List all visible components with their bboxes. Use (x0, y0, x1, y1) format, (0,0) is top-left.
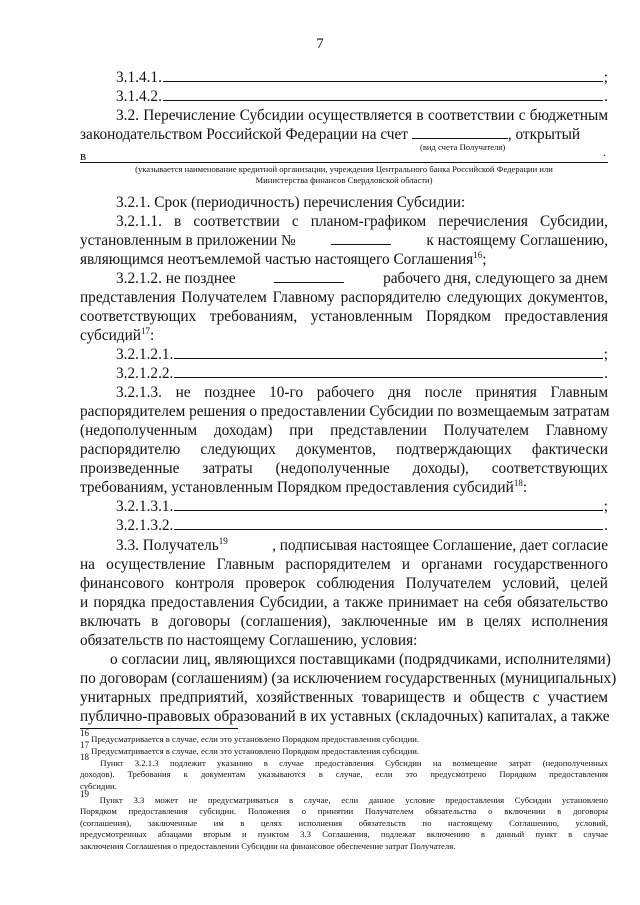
clause-3-2-1-1-line3 (80, 250, 608, 269)
footnote-text: предусмотренных абзацами вторым и пунктом 3.3 Соглашения, подлежат включению в данный пункт в случае (80, 829, 608, 840)
blank-line (174, 498, 602, 511)
footnote-text: Пункт 3.2.1.3 подлежит указанию в случае предоставления Субсидии на возмещение затрат (недополученных (100, 758, 609, 768)
clause-3-2-1-2-line3 (80, 307, 608, 326)
clause-3-2-1-2-line2 (80, 288, 608, 307)
clause-3-2-1-3-1 (116, 497, 608, 516)
paragraph-text: в (80, 148, 87, 163)
clause-end: . (604, 88, 608, 105)
clause-3-2-1-3-line3 (80, 421, 608, 440)
footnote-19 (80, 789, 609, 852)
paragraph-line: 3.2. Перечисление Субсидии осуществляется в соответствии с бюджетным (116, 107, 608, 124)
clause-label: 3.1.4.1. (116, 69, 162, 86)
note-bank-line1: (указывается наименование кредитной организации, учреждения Центрального банка Российской Федерации или (135, 164, 553, 174)
paragraph-text: субсидий (80, 327, 141, 344)
clause-label: 3.2.1.3.2. (116, 517, 174, 534)
blank-line (174, 517, 603, 530)
clause-3-2-1-1-line2 (80, 231, 608, 250)
clause-end: : (522, 479, 528, 496)
day-blank (274, 269, 344, 283)
clause-3-2-1-2-1 (116, 345, 608, 364)
clause-3-3-line5 (80, 612, 608, 631)
footnote-number: 16 (80, 728, 89, 738)
annex-number-blank (331, 231, 391, 245)
paragraph-line: 3.2.1.3. не позднее 10-го рабочего дня после принятия Главным (116, 384, 608, 401)
page-number: 7 (316, 36, 324, 52)
footnote-18 (80, 752, 609, 792)
clause-3-2-1-2-line4 (80, 326, 608, 345)
footnote-separator (80, 728, 238, 729)
paragraph-text: 3.3. Получатель (116, 537, 219, 554)
note-bank-line2: Министерства финансов Свердловской области) (255, 175, 433, 185)
blank-line (163, 88, 603, 101)
clause-3-2-1: 3.2.1. Срок (периодичность) перечисления Субсидии: (116, 194, 466, 211)
footnote-text: (соглашения), заключенные им в целях исполнения обязательств по настоящему Соглашению, условий, (80, 817, 608, 828)
paragraph-line: 3.2.1.1. в соответствии с планом-графиком перечисления Субсидии, (116, 213, 608, 230)
clause-3-3-line6 (80, 631, 608, 650)
footnote-text: заключения Соглашения о предоставлении Субсидии на финансовое обеспечение затрат Получателя. (80, 840, 456, 851)
paragraph-text: требованиям, установленным Порядком предоставления субсидий (80, 479, 514, 496)
paragraph-line: о согласии лиц, являющихся поставщиками (подрядчиками, исполнителями) (110, 651, 611, 668)
consent-line2 (80, 669, 617, 688)
blank-line (80, 162, 608, 163)
paragraph-text: , открытый (507, 126, 581, 143)
paragraph-text: установленным в приложении № (80, 232, 296, 249)
paragraph-line: соответствующих требованиям, установленным Порядком предоставления (80, 308, 608, 325)
paragraph-line: (недополученным доходам) при представлении Получателем Главному (80, 422, 608, 439)
clause-3-2 (116, 106, 608, 125)
clause-3-2-1-3-line2 (80, 402, 608, 421)
clause-3-1-4-1 (116, 68, 608, 87)
clause-label: 3.2.1.3.1. (116, 498, 174, 515)
paragraph-line: произведенные затраты (недополученные доходы), соответствующих (80, 460, 608, 477)
clause-label: 3.1.4.2. (116, 88, 162, 105)
paragraph-text: , подписывая настоящее Соглашение, дает согласие (272, 537, 608, 554)
clause-3-2-1-1 (116, 212, 608, 231)
paragraph-text: к настоящему Соглашению, (426, 232, 608, 249)
footnote-text: Пункт 3.3 может не предусматриваться в случае, если данное условие предоставления Субсидии установлено (99, 795, 609, 805)
note-account-type: (вид счета Получателя) (420, 142, 506, 152)
paragraph-text: рабочего дня, следующего за днем (383, 270, 608, 287)
paragraph-line: распорядителем решения о предоставлении Субсидии по возмещаемым затратам (80, 403, 610, 420)
paragraph-text: обязательств по настоящему Соглашению, условия: (80, 632, 418, 649)
paragraph-line: финансового контроля проверок соблюдения Получателем условий, целей (80, 575, 608, 592)
clause-label: 3.2.1.2.2. (116, 365, 174, 382)
footnote-ref: 19 (218, 536, 228, 546)
clause-3-2-1-3-line4 (80, 440, 608, 459)
clause-end: . (604, 517, 608, 534)
clause-3-2-1-3-line5 (80, 459, 608, 478)
paragraph-line: и порядка предоставления Субсидии, а также принимает на себя обязательство (80, 594, 608, 611)
clause-3-2-1-3-line6 (80, 478, 608, 497)
footnote-ref: 16 (473, 250, 483, 260)
clause-3-3 (116, 536, 608, 555)
clause-3-2-1-2-2 (116, 364, 608, 383)
footnote-text: субсидии. (80, 780, 117, 791)
footnote-ref: 18 (513, 478, 523, 488)
footnote-number: 17 (80, 740, 89, 750)
consent-line3 (80, 688, 608, 707)
paragraph-text: являющимся неотъемлемой частью настоящего Соглашения (80, 251, 474, 268)
clause-end: . (604, 365, 608, 382)
footnote-number: 19 (80, 789, 89, 799)
clause-3-2-line2 (80, 125, 608, 144)
footnote-text: Порядком предоставления субсидии. Положения о принятии Получателем обязательства о включении в договоры (80, 806, 608, 817)
footnote-text: Предусматривается в случае, если это установлено Порядком предоставления субсидии. (91, 746, 420, 756)
clause-3-3-line3 (80, 574, 608, 593)
footnote-text: Предусматривается в случае, если это установлено Порядком предоставления субсидии. (91, 734, 420, 744)
footnote-16 (80, 728, 608, 745)
paragraph-line: по договорам (соглашениям) (за исключением государственных (муниципальных) (80, 670, 617, 687)
clause-3-2-1-3-2 (116, 516, 608, 535)
paragraph-line: унитарных предприятий, хозяйственных товариществ и обществ с участием (80, 689, 608, 706)
blank-line (174, 365, 603, 378)
clause-end: ; (603, 498, 608, 515)
footnote-ref: 17 (140, 326, 150, 336)
clause-end: ; (482, 251, 487, 268)
paragraph-line: представления Получателем Главному распорядителю следующих документов, (80, 289, 608, 306)
paragraph-line: публично-правовых образований в их уставных (складочных) капиталах, а также (80, 708, 610, 725)
footnote-text: доходов). Требования к документам указываются в случае, если это предусмотрено Порядком предоставления (80, 769, 608, 780)
clause-end: ; (603, 69, 608, 86)
clause-3-3-line2 (80, 555, 608, 574)
paragraph-text: законодательством Российской Федерации на счет (80, 126, 408, 143)
clause-3-2-1-3 (116, 383, 608, 402)
clause-3-1-4-2 (116, 87, 608, 106)
paragraph-line: распорядителю следующих документов, подтверждающих фактически (80, 441, 608, 458)
paragraph-line: включать в договоры (соглашения), заключенные им в целях исполнения (80, 613, 608, 630)
clause-3-2-1-2 (116, 269, 608, 288)
footnote-17 (80, 740, 608, 757)
account-blank (412, 125, 508, 139)
consent-line4 (80, 707, 608, 726)
clause-end: : (149, 327, 155, 344)
paragraph-text: 3.2.1.2. не позднее (116, 270, 236, 287)
blank-line (163, 69, 603, 82)
blank-line (174, 346, 602, 359)
clause-end: . (603, 145, 606, 159)
paragraph-line: на осуществление Главным распорядителем и органами государственного (80, 556, 608, 573)
clause-end: ; (603, 346, 608, 363)
clause-3-3-line4 (80, 593, 608, 612)
footnote-number: 18 (80, 752, 89, 762)
clause-label: 3.2.1.2.1. (116, 346, 174, 363)
consent-paragraph (110, 650, 611, 669)
